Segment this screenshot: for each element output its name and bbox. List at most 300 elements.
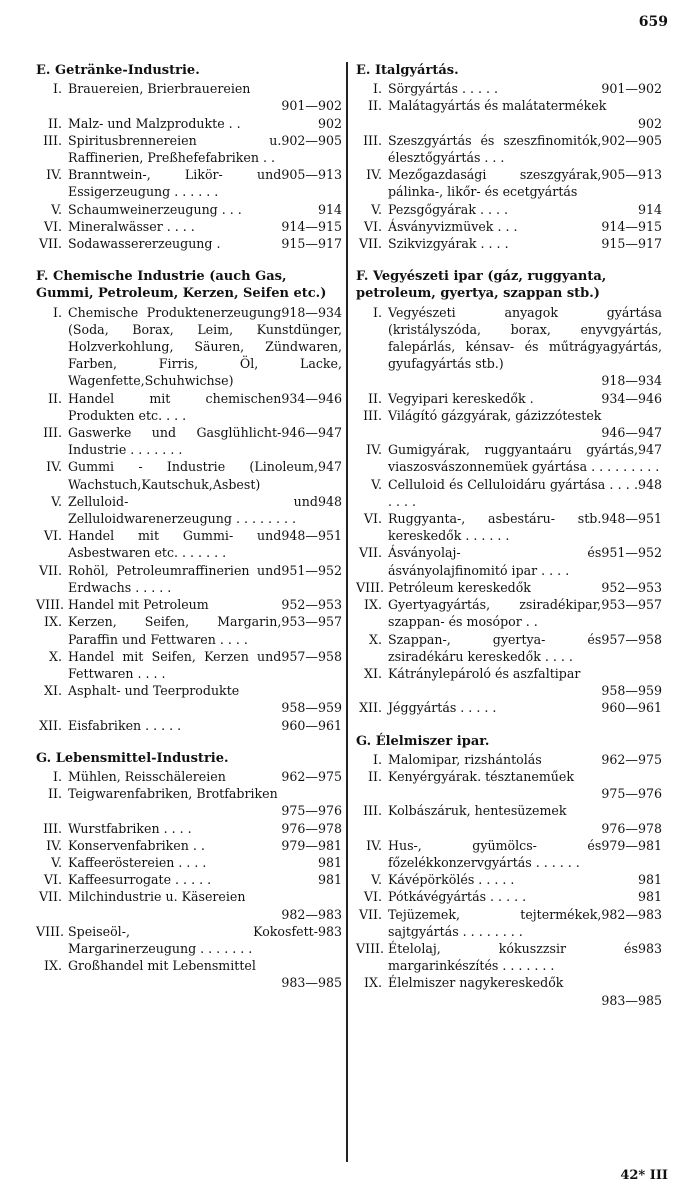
entry-title: Wurstfabriken . . . . <box>68 820 192 836</box>
entry-pages: 952—953 <box>281 597 342 613</box>
index-entry <box>36 562 342 596</box>
entry-pages: 960—961 <box>281 717 342 733</box>
entry-text <box>388 596 662 630</box>
entry-title: Világító gázgyárak, gázizzótestek <box>388 407 602 423</box>
entry-numeral: II. <box>368 390 382 406</box>
entry-numeral: VI. <box>363 889 382 905</box>
entry-text <box>68 493 342 527</box>
entry-numeral: V. <box>51 854 62 870</box>
entry-text <box>388 218 662 235</box>
entry-pages: 983—985 <box>281 975 342 991</box>
entry-numeral: I. <box>53 81 62 97</box>
index-entry <box>356 888 662 905</box>
entry-numeral: V. <box>371 476 382 492</box>
index-entry <box>356 218 662 235</box>
entry-text <box>68 235 342 252</box>
entry-title: Kerzen, Seifen, Margarin, Paraffin und Fettwaren . . . . <box>68 614 282 647</box>
entry-numeral: V. <box>51 493 62 509</box>
entry-pages-line <box>68 699 342 716</box>
entry-pages: 960—961 <box>601 700 662 716</box>
entry-pages: 914 <box>637 201 662 217</box>
entry-pages-line <box>68 97 342 114</box>
index-entry <box>356 751 662 768</box>
entry-title: Speiseöl-, Kokosfett- Margarinerzeugung . . . . . . . <box>68 923 318 956</box>
entry-title: Malomipar, rizshántolás <box>388 751 542 767</box>
entry-title: Vegyipari kereskedők . <box>388 390 534 406</box>
entry-pages: 981 <box>637 872 662 888</box>
entry-text <box>68 888 342 905</box>
index-entry <box>36 218 342 235</box>
entry-pages: 975—976 <box>601 786 662 802</box>
entry-numeral: XII. <box>359 700 382 716</box>
entry-numeral: III. <box>43 132 62 148</box>
index-entry <box>36 304 342 390</box>
entry-title: Kávépörkölés . . . . . <box>388 872 515 888</box>
entry-text <box>68 458 342 492</box>
index-entry <box>356 940 662 974</box>
index-entry <box>36 854 342 871</box>
entry-numeral: I. <box>53 768 62 784</box>
section-title: E. Getränke-Industrie. <box>36 63 200 78</box>
entry-text <box>388 871 662 888</box>
entry-numeral: V. <box>51 201 62 217</box>
entry-numeral: IX. <box>364 597 382 613</box>
entry-text <box>388 888 662 905</box>
section-title: E. Italgyártás. <box>356 63 459 78</box>
entry-pages: 976—978 <box>281 820 342 836</box>
entry-text <box>68 115 342 132</box>
entry-numeral: VIII. <box>356 940 385 956</box>
entry-title: Szeszgyártás és szeszfinomitók, élesztőgyártás . . . <box>388 132 602 166</box>
german-column <box>36 62 342 1008</box>
entry-numeral: IX. <box>364 975 382 991</box>
entry-text <box>388 768 662 785</box>
signature-mark: 42* III <box>620 1168 668 1183</box>
entry-pages: 983 <box>637 940 662 956</box>
entry-title: Kaffeesurrogate . . . . . <box>68 872 212 888</box>
entry-text <box>388 510 662 544</box>
entry-text <box>388 974 662 991</box>
entry-numeral: IV. <box>366 837 382 853</box>
entry-pages: 979—981 <box>601 837 662 853</box>
entry-title: Eisfabriken . . . . . <box>68 717 182 733</box>
entry-text <box>68 837 342 854</box>
entry-numeral: XI. <box>364 665 382 681</box>
entry-title: Mineralwässer . . . . <box>68 218 195 234</box>
entry-title: Brauereien, Brierbrauereien <box>68 81 251 97</box>
entry-pages-line <box>68 802 342 819</box>
index-entry <box>356 132 662 166</box>
entry-pages: 983 <box>317 923 342 939</box>
entry-pages: 962—975 <box>281 768 342 784</box>
entry-text <box>68 923 342 957</box>
entry-pages: 915—917 <box>601 236 662 252</box>
entry-numeral: X. <box>49 648 62 664</box>
section-title: F. Vegyészeti ipar (gáz, ruggyanta, petroleum, gyertya, szappan stb.) <box>356 269 607 302</box>
entry-title: Pezsgőgyárak . . . . <box>388 201 508 217</box>
entry-pages: 948—951 <box>601 511 662 527</box>
entry-text <box>68 80 342 97</box>
entry-pages: 902 <box>637 115 662 131</box>
entry-numeral: VI. <box>43 218 62 234</box>
entry-text <box>68 682 342 699</box>
entry-pages-line <box>388 424 662 441</box>
entry-title: Kátránylepároló és aszfaltipar <box>388 665 581 681</box>
entry-text <box>68 390 342 424</box>
entry-text <box>388 837 662 871</box>
entry-text <box>388 906 662 940</box>
entry-title: Teigwarenfabriken, Brotfabriken <box>68 786 278 802</box>
entry-numeral: II. <box>368 768 382 784</box>
entry-text <box>388 631 662 665</box>
entry-text <box>68 648 342 682</box>
entry-pages-line <box>388 115 662 132</box>
entry-pages: 946—947 <box>281 425 342 441</box>
entry-title: Gumigyárak, ruggyantaáru gyártás, viaszosvászonnemüek gyártása . . . . . . . . . <box>388 442 660 475</box>
entry-text <box>388 751 662 768</box>
entry-pages: 947 <box>637 442 662 458</box>
index-entry <box>356 476 662 510</box>
index-entry <box>36 201 342 218</box>
entry-numeral: VII. <box>38 889 62 905</box>
entry-numeral: II. <box>48 390 62 406</box>
index-entry <box>356 665 662 699</box>
entry-pages: 948 <box>637 476 662 492</box>
index-entry <box>36 424 342 458</box>
entry-pages: 981 <box>637 889 662 905</box>
entry-text <box>388 441 662 475</box>
entry-numeral: I. <box>53 304 62 320</box>
entry-pages: 905—913 <box>601 167 662 183</box>
entry-pages: 918—934 <box>281 304 342 320</box>
entry-pages: 953—957 <box>601 597 662 613</box>
entry-text <box>68 304 342 390</box>
entry-numeral: VI. <box>43 872 62 888</box>
entry-text <box>68 820 342 837</box>
entry-pages: 951—952 <box>601 545 662 561</box>
column-divider <box>346 62 348 1162</box>
entry-text <box>388 407 662 424</box>
index-entry <box>356 974 662 1008</box>
entry-title: Großhandel mit Lebensmittel <box>68 958 256 974</box>
index-entry <box>36 785 342 819</box>
entry-numeral: III. <box>43 820 62 836</box>
entry-pages: 981 <box>317 872 342 888</box>
entry-numeral: XI. <box>44 683 62 699</box>
entry-text <box>388 476 662 510</box>
entry-pages-line <box>388 682 662 699</box>
entry-numeral: VII. <box>358 545 382 561</box>
entry-pages: 902—905 <box>281 132 342 148</box>
index-entry <box>36 458 342 492</box>
entry-text <box>68 717 342 734</box>
entry-pages: 958—959 <box>281 700 342 716</box>
entry-text <box>68 871 342 888</box>
index-entry <box>36 390 342 424</box>
entry-text <box>388 132 662 166</box>
entry-text <box>388 665 662 682</box>
entry-text <box>68 957 342 974</box>
entry-pages: 957—958 <box>281 648 342 664</box>
index-section <box>356 62 662 252</box>
page-number: 659 <box>638 14 668 30</box>
entry-pages: 902 <box>317 115 342 131</box>
entry-numeral: III. <box>43 425 62 441</box>
entry-title: Mühlen, Reisschälereien <box>68 768 226 784</box>
entry-pages: 914—915 <box>281 218 342 234</box>
entry-title: Jéggyártás . . . . . <box>388 700 497 716</box>
index-entry <box>36 115 342 132</box>
entry-numeral: II. <box>48 786 62 802</box>
entry-pages: 976—978 <box>601 820 662 836</box>
entry-title: Hus-, gyümölcs- és főzelékkonzervgyártás . . . . . . <box>388 837 602 870</box>
entry-pages: 946—947 <box>601 425 662 441</box>
index-entry <box>356 390 662 407</box>
entry-text <box>68 424 342 458</box>
index-entry <box>36 235 342 252</box>
entry-pages: 902—905 <box>601 132 662 148</box>
entry-pages: 934—946 <box>601 390 662 406</box>
entry-text <box>388 80 662 97</box>
entry-pages: 934—946 <box>281 390 342 406</box>
index-entry <box>356 802 662 836</box>
entry-pages: 951—952 <box>281 562 342 578</box>
entry-pages: 947 <box>317 459 342 475</box>
section-title: G. Lebensmittel-Industrie. <box>36 750 229 766</box>
index-section <box>356 733 662 1009</box>
index-entry <box>356 837 662 871</box>
entry-title: Kolbászáruk, hentesüzemek <box>388 803 567 819</box>
entry-title: Kenyérgyárak. tésztaneműek <box>388 768 574 784</box>
entry-numeral: V. <box>371 201 382 217</box>
entry-pages: 914—915 <box>601 218 662 234</box>
entry-title: Gyertyagyártás, zsiradékipar, szappan- és mosópor . . <box>388 597 602 630</box>
index-entry <box>356 407 662 441</box>
entry-title: Handel mit chemischen Produkten etc. . . . <box>68 390 282 423</box>
index-entry <box>36 682 342 716</box>
index-entry <box>356 699 662 716</box>
entry-title: Sörgyártás . . . . . <box>388 81 498 97</box>
entry-pages: 948—951 <box>281 528 342 544</box>
entry-pages: 952—953 <box>601 579 662 595</box>
index-entry <box>36 871 342 888</box>
index-entry <box>356 97 662 131</box>
index-entry <box>36 132 342 166</box>
entry-title: Handel mit Gummi- und Asbestwaren etc. . . . . . . <box>68 528 282 561</box>
index-entry <box>356 201 662 218</box>
entry-pages: 982—983 <box>601 906 662 922</box>
entry-pages-line <box>68 906 342 923</box>
index-section <box>356 268 662 716</box>
index-entry <box>36 717 342 734</box>
entry-title: Rohöl, Petroleumraffinerien und Erdwachs . . . . . <box>68 562 282 595</box>
entry-text <box>68 562 342 596</box>
entry-title: Szikvizgyárak . . . . <box>388 236 509 252</box>
entry-title: Gaswerke und Gasglühlicht-Industrie . . . . . . . <box>68 425 282 458</box>
entry-numeral: XII. <box>39 717 62 733</box>
entry-numeral: VII. <box>358 236 382 252</box>
entry-text <box>68 166 342 200</box>
entry-text <box>68 613 342 647</box>
entry-pages-line <box>388 785 662 802</box>
index-entry <box>356 871 662 888</box>
entry-numeral: IX. <box>44 958 62 974</box>
index-entry <box>36 648 342 682</box>
entry-numeral: II. <box>48 115 62 131</box>
index-entry <box>36 527 342 561</box>
entry-title: Malz- und Malzprodukte . . <box>68 115 241 131</box>
index-entry <box>36 820 342 837</box>
entry-text <box>68 218 342 235</box>
entry-pages: 958—959 <box>601 683 662 699</box>
entry-text <box>388 97 662 114</box>
entry-numeral: IV. <box>366 167 382 183</box>
entry-numeral: III. <box>363 407 382 423</box>
index-entry <box>356 596 662 630</box>
entry-title: Celluloid és Celluloidáru gyártása . . . . . . . . <box>388 476 638 509</box>
entry-title: Sodawassererzeugung . <box>68 236 221 252</box>
entry-pages: 905—913 <box>281 167 342 183</box>
index-entry <box>356 235 662 252</box>
index-entry <box>356 544 662 578</box>
entry-text <box>68 785 342 802</box>
entry-text <box>388 390 662 407</box>
entry-title: Élelmiszer nagykereskedők <box>388 975 564 991</box>
entry-title: Chemische Produktenerzeugung (Soda, Borax, Leim, Kunstdünger, Holzverkohlung, Säuren, Zündwaren, Farben, Firris, Öl, Lacke, Wagenfette,Schuhwichse) <box>68 304 342 389</box>
entry-title: Malátagyártás és malátatermékek <box>388 98 607 114</box>
entry-numeral: VII. <box>38 562 62 578</box>
entry-title: Branntwein-, Likör- und Essigerzeugung . . . . . . <box>68 167 282 200</box>
index-entry <box>36 613 342 647</box>
entry-pages: 981 <box>317 854 342 870</box>
index-section <box>36 268 342 733</box>
entry-title: Kaffeeröstereien . . . . <box>68 854 207 870</box>
entry-title: Szappan-, gyertya- és zsiradékáru kereskedők . . . . <box>388 631 602 664</box>
entry-title: Ásványvizmüvek . . . <box>388 218 518 234</box>
entry-text <box>388 304 662 373</box>
entry-text <box>68 132 342 166</box>
entry-title: Spiritusbrennereien u. Raffinerien, Preßhefefabriken . . <box>68 132 282 166</box>
index-entry <box>36 837 342 854</box>
index-entry <box>36 166 342 200</box>
entry-numeral: III. <box>363 803 382 819</box>
entry-pages: 953—957 <box>281 614 342 630</box>
index-entry <box>356 441 662 475</box>
entry-text <box>68 854 342 871</box>
index-entry <box>356 768 662 802</box>
entry-title: Ételolaj, kókuszzsir és margarinkészítés . . . . . . . <box>388 940 638 974</box>
entry-title: Mezőgazdasági szeszgyárak, pálinka-, likőr- és ecetgyártás <box>388 167 602 200</box>
entry-pages-line <box>388 992 662 1009</box>
entry-title: Gummi - Industrie (Linoleum, Wachstuch,Kautschuk,Asbest) <box>68 459 318 492</box>
entry-title: Konservenfabriken . . <box>68 837 205 853</box>
entry-numeral: VII. <box>38 236 62 252</box>
entry-title: Ásványolaj- és ásványolajfinomitó ipar . . . . <box>388 545 602 578</box>
entry-text <box>68 527 342 561</box>
entry-numeral: VIII. <box>36 923 65 939</box>
index-entry <box>36 493 342 527</box>
entry-numeral: IX. <box>44 614 62 630</box>
entry-pages: 918—934 <box>601 373 662 389</box>
entry-text <box>388 235 662 252</box>
entry-numeral: VI. <box>43 528 62 544</box>
index-entry <box>36 80 342 114</box>
index-entry <box>356 166 662 200</box>
entry-numeral: VIII. <box>356 579 385 595</box>
section-title: G. Élelmiszer ipar. <box>356 733 490 749</box>
entry-title: Handel mit Seifen, Kerzen und Fettwaren . . . . <box>68 648 282 681</box>
index-section <box>36 62 342 252</box>
entry-pages: 962—975 <box>601 751 662 767</box>
entry-title: Milchindustrie u. Käsereien <box>68 889 246 905</box>
entry-numeral: IV. <box>46 459 62 475</box>
index-entry <box>36 957 342 991</box>
entry-title: Vegyészeti anyagok gyártása (kristályszóda, borax, enyvgyártás, falepárlás, kénsav- és műtrágyagyártás, gyufagyártás stb.) <box>388 304 662 372</box>
index-section <box>36 750 342 992</box>
entry-numeral: III. <box>363 132 382 148</box>
entry-pages: 982—983 <box>281 906 342 922</box>
index-entry <box>36 596 342 613</box>
entry-numeral: I. <box>373 304 382 320</box>
entry-numeral: VII. <box>358 906 382 922</box>
entry-pages: 901—902 <box>601 81 662 97</box>
entry-numeral: IV. <box>46 837 62 853</box>
entry-pages-line <box>388 372 662 389</box>
entry-title: Petróleum kereskedők <box>388 579 531 595</box>
entry-pages: 979—981 <box>281 837 342 853</box>
entry-numeral: VI. <box>363 511 382 527</box>
entry-numeral: VI. <box>363 218 382 234</box>
entry-pages-line <box>388 820 662 837</box>
entry-text <box>388 802 662 819</box>
index-entry <box>356 80 662 97</box>
entry-text <box>388 166 662 200</box>
entry-title: Asphalt- und Teerprodukte <box>68 683 240 699</box>
entry-numeral: I. <box>373 81 382 97</box>
entry-text <box>388 940 662 974</box>
entry-numeral: II. <box>368 98 382 114</box>
entry-title: Ruggyanta-, asbestáru- stb. kereskedők . . . . . . <box>388 511 602 544</box>
index-entry <box>356 304 662 390</box>
entry-title: Zelluloid- und Zelluloidwarenerzeugung . . . . . . . . <box>68 493 318 527</box>
entry-pages: 914 <box>317 201 342 217</box>
entry-numeral: V. <box>371 872 382 888</box>
index-entry <box>36 923 342 957</box>
entry-numeral: I. <box>373 751 382 767</box>
entry-title: Tejüzemek, tejtermékek, sajtgyártás . . . . . . . . <box>388 906 602 939</box>
entry-numeral: IV. <box>46 167 62 183</box>
entry-numeral: X. <box>369 631 382 647</box>
entry-pages: 948 <box>317 493 342 509</box>
entry-text <box>68 768 342 785</box>
section-title: F. Chemische Industrie (auch Gas, Gummi, Petroleum, Kerzen, Seifen etc.) <box>36 269 327 302</box>
entry-title: Schaumweinerzeugung . . . <box>68 201 242 217</box>
entry-pages: 915—917 <box>281 236 342 252</box>
entry-pages: 901—902 <box>281 98 342 114</box>
hungarian-column <box>356 62 662 1025</box>
entry-title: Pótkávégyártás . . . . . <box>388 889 527 905</box>
index-entry <box>356 579 662 596</box>
entry-text <box>388 699 662 716</box>
entry-text <box>68 201 342 218</box>
entry-pages: 957—958 <box>601 631 662 647</box>
entry-numeral: IV. <box>366 442 382 458</box>
index-entry <box>36 888 342 922</box>
entry-title: Handel mit Petroleum <box>68 597 209 613</box>
index-entry <box>356 906 662 940</box>
entry-text <box>388 544 662 578</box>
entry-pages: 975—976 <box>281 803 342 819</box>
